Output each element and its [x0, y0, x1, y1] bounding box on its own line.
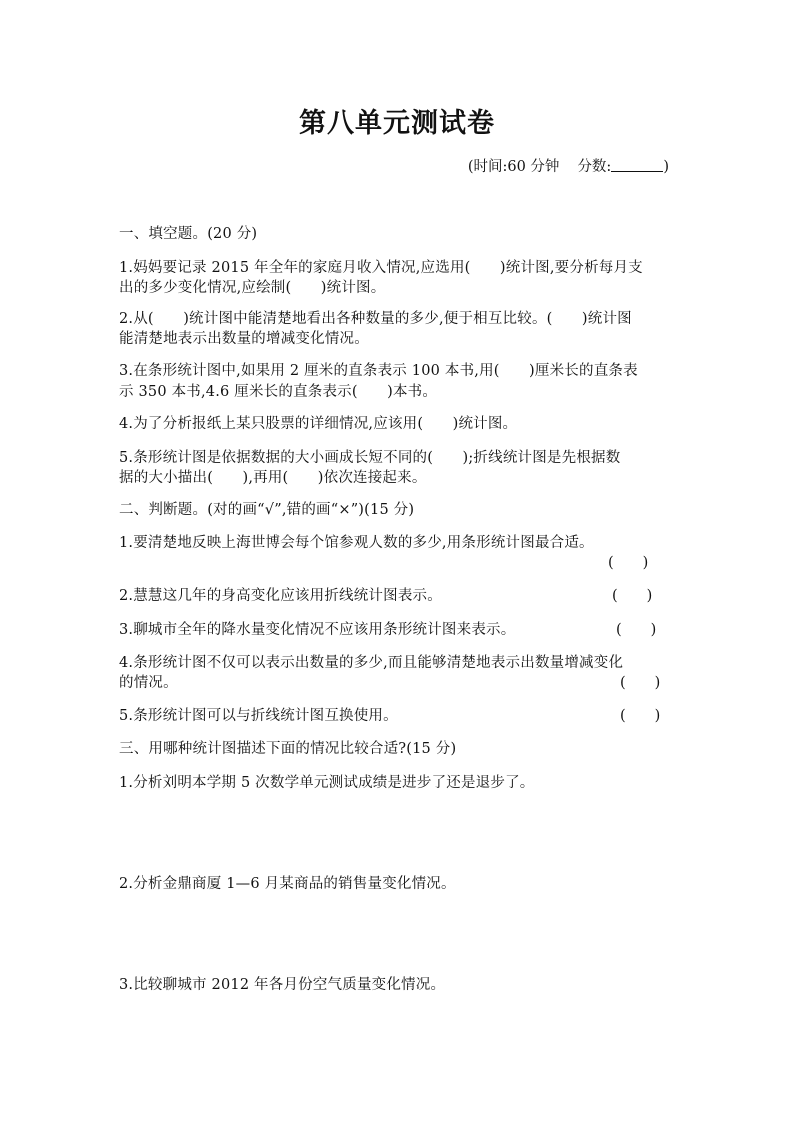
- s3-q2: 2.分析金鼎商厦 1—6 月某商品的销售量变化情况。: [119, 876, 456, 892]
- s1-q2-line1: 2.从( )统计图中能清楚地看出各种数量的多少,便于相互比较。( )统计图: [119, 311, 632, 327]
- score-close: ): [663, 159, 669, 175]
- s1-q4: 4.为了分析报纸上某只股票的详细情况,应该用( )统计图。: [119, 416, 518, 432]
- section2-heading: 二、判断题。(对的画“√”,错的画“×”)(15 分): [119, 502, 415, 518]
- score-label: 分数:: [577, 159, 612, 175]
- s2-q2: 2.慧慧这几年的身高变化应该用折线统计图表示。: [119, 588, 442, 604]
- s2-q3: 3.聊城市全年的降水量变化情况不应该用条形统计图来表示。: [119, 622, 516, 638]
- s2-q1-answer-paren[interactable]: ( ): [608, 555, 649, 571]
- s2-q5-answer-paren[interactable]: ( ): [620, 708, 661, 724]
- section3-heading: 三、用哪种统计图描述下面的情况比较合适?(15 分): [119, 741, 457, 757]
- s2-q4-answer-paren[interactable]: ( ): [620, 675, 661, 691]
- time-label: (时间:60 分钟: [467, 159, 560, 175]
- s1-q5-line2: 据的大小描出( ),再用( )依次连接起来。: [119, 470, 427, 486]
- s2-q3-answer-paren[interactable]: ( ): [616, 622, 657, 638]
- s2-q2-answer-paren[interactable]: ( ): [612, 588, 653, 604]
- score-blank[interactable]: [611, 157, 663, 172]
- s1-q1-line2: 出的多少变化情况,应绘制( )统计图。: [119, 280, 386, 296]
- s2-q4-line2: 的情况。: [119, 675, 178, 691]
- s2-q5: 5.条形统计图可以与折线统计图互换使用。: [119, 708, 398, 724]
- s3-q1: 1.分析刘明本学期 5 次数学单元测试成绩是进步了还是退步了。: [119, 775, 535, 791]
- s1-q1-line1: 1.妈妈要记录 2015 年全年的家庭月收入情况,应选用( )统计图,要分析每月支: [119, 260, 643, 276]
- s3-q3: 3.比较聊城市 2012 年各月份空气质量变化情况。: [119, 977, 446, 993]
- s2-q4-line1: 4.条形统计图不仅可以表示出数量的多少,而且能够清楚地表示出数量增减变化: [119, 655, 624, 671]
- time-score-line: [468, 155, 669, 176]
- s1-q3-line1: 3.在条形统计图中,如果用 2 厘米的直条表示 100 本书,用( )厘米长的直条表: [119, 363, 638, 379]
- s2-q1: 1.要清楚地反映上海世博会每个馆参观人数的多少,用条形统计图最合适。: [119, 535, 594, 551]
- s1-q3-line2: 示 350 本书,4.6 厘米长的直条表示( )本书。: [119, 384, 438, 400]
- s1-q2-line2: 能清楚地表示出数量的增减变化情况。: [119, 331, 369, 347]
- section1-heading: 一、填空题。(20 分): [119, 226, 258, 242]
- s1-q5-line1: 5.条形统计图是依据数据的大小画成长短不同的( );折线统计图是先根据数: [119, 450, 621, 466]
- page-title: 第八单元测试卷: [299, 108, 495, 139]
